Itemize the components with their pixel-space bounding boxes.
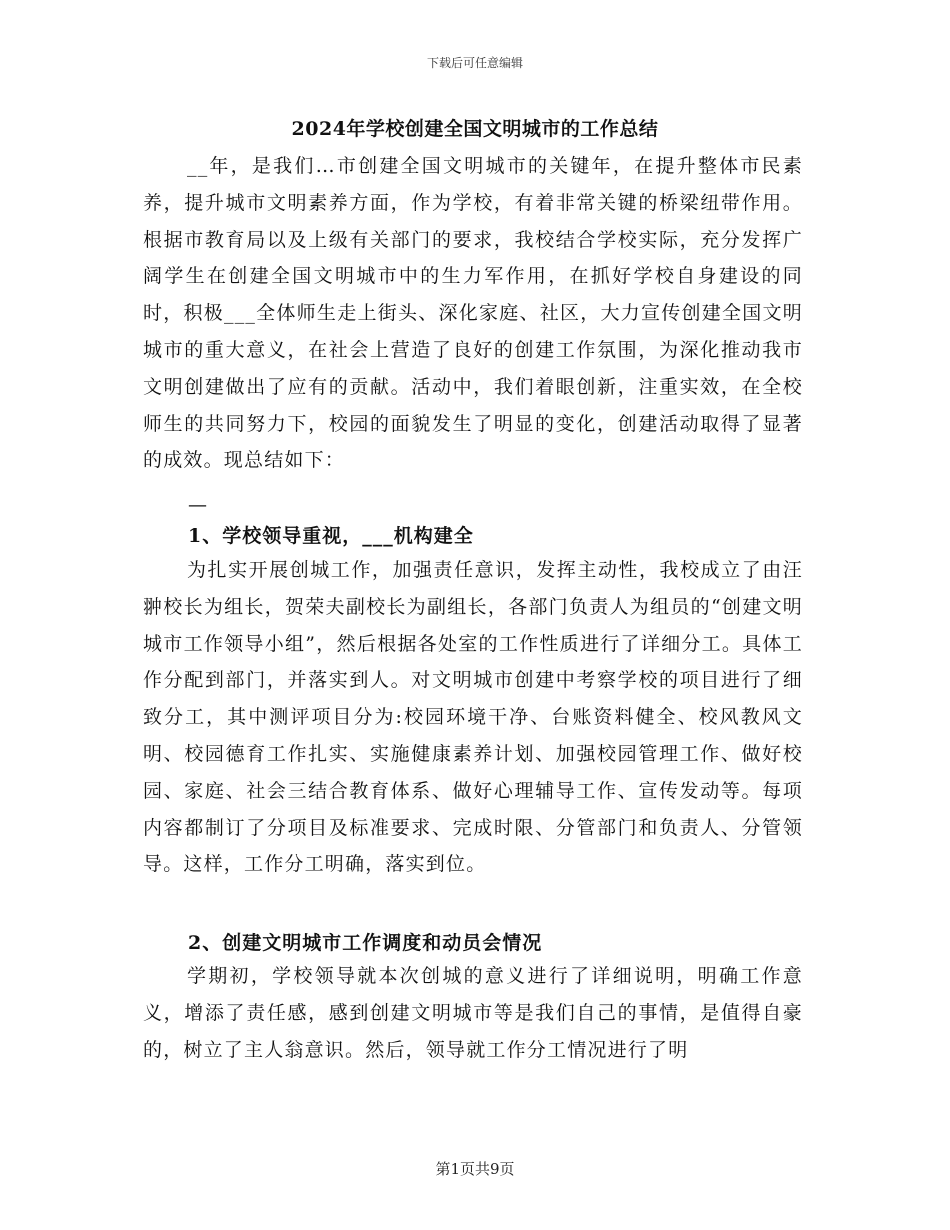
page-footer: 第1页共9页 <box>435 1160 515 1178</box>
section1-heading: 1、学校领导重视，___机构建全 <box>188 525 474 547</box>
section2-heading: 2、创建文明城市工作调度和动员会情况 <box>188 932 543 954</box>
section-dash: — <box>188 494 207 516</box>
section2-text: 学期初，学校领导就本次创城的意义进行了详细说明，明确工作意义，增添了责任感，感到创建文明城市等是我们自己的事情，是值得自豪的，树立了主人翁意识。然后，领导就工作分工情况进行了明 <box>143 965 803 1061</box>
intro-paragraph <box>143 148 803 479</box>
section1-text: 为扎实开展创城工作，加强责任意识，发挥主动性，我校成立了由汪翀校长为组长，贺荣夫副校长为副组长，各部门负责人为组员的“创建文明城市工作领导小组”，然后根据各处室的工作性质进行了详细分工。具体工作分配到部门，并落实到人。对文明城市创建中考察学校的项目进行了细致分工，其中测评项目分为:校园环境干净、台账资料健全、校风教风文明、校园德育工作扎实、实施健康素养计划、加强校园管理工作、做好校园、家庭、社会三结合教育体系、做好心理辅导工作、宣传发动等。每项内容都制订了分项目及标准要求、完成时限、分管部门和负责人、分管领导。这样，工作分工明确，落实到位。 <box>143 559 803 876</box>
document-title: 2024年学校创建全国文明城市的工作总结 <box>291 118 659 140</box>
intro-text: __年，是我们…市创建全国文明城市的关键年，在提升整体市民素养，提升城市文明素养方面，作为学校，有着非常关键的桥梁纽带作用。根据市教育局以及上级有关部门的要求，我校结合学校实际，充分发挥广阔学生在创建全国文明城市中的生力军作用，在抓好学校自身建设的同时，积极___全体师生走上街头、深化家庭、社区，大力宣传创建全国文明城市的重大意义，在社会上营造了良好的创建工作氛围，为深化推动我市文明创建做出了应有的贡献。活动中，我们着眼创新，注重实效，在全校师生的共同努力下，校园的面貌发生了明显的变化，创建活动取得了显著的成效。现总结如下： <box>143 155 803 472</box>
header-note: 下载后可任意编辑 <box>426 56 523 70</box>
section2-paragraph <box>143 958 803 1068</box>
section1-paragraph <box>143 552 803 883</box>
